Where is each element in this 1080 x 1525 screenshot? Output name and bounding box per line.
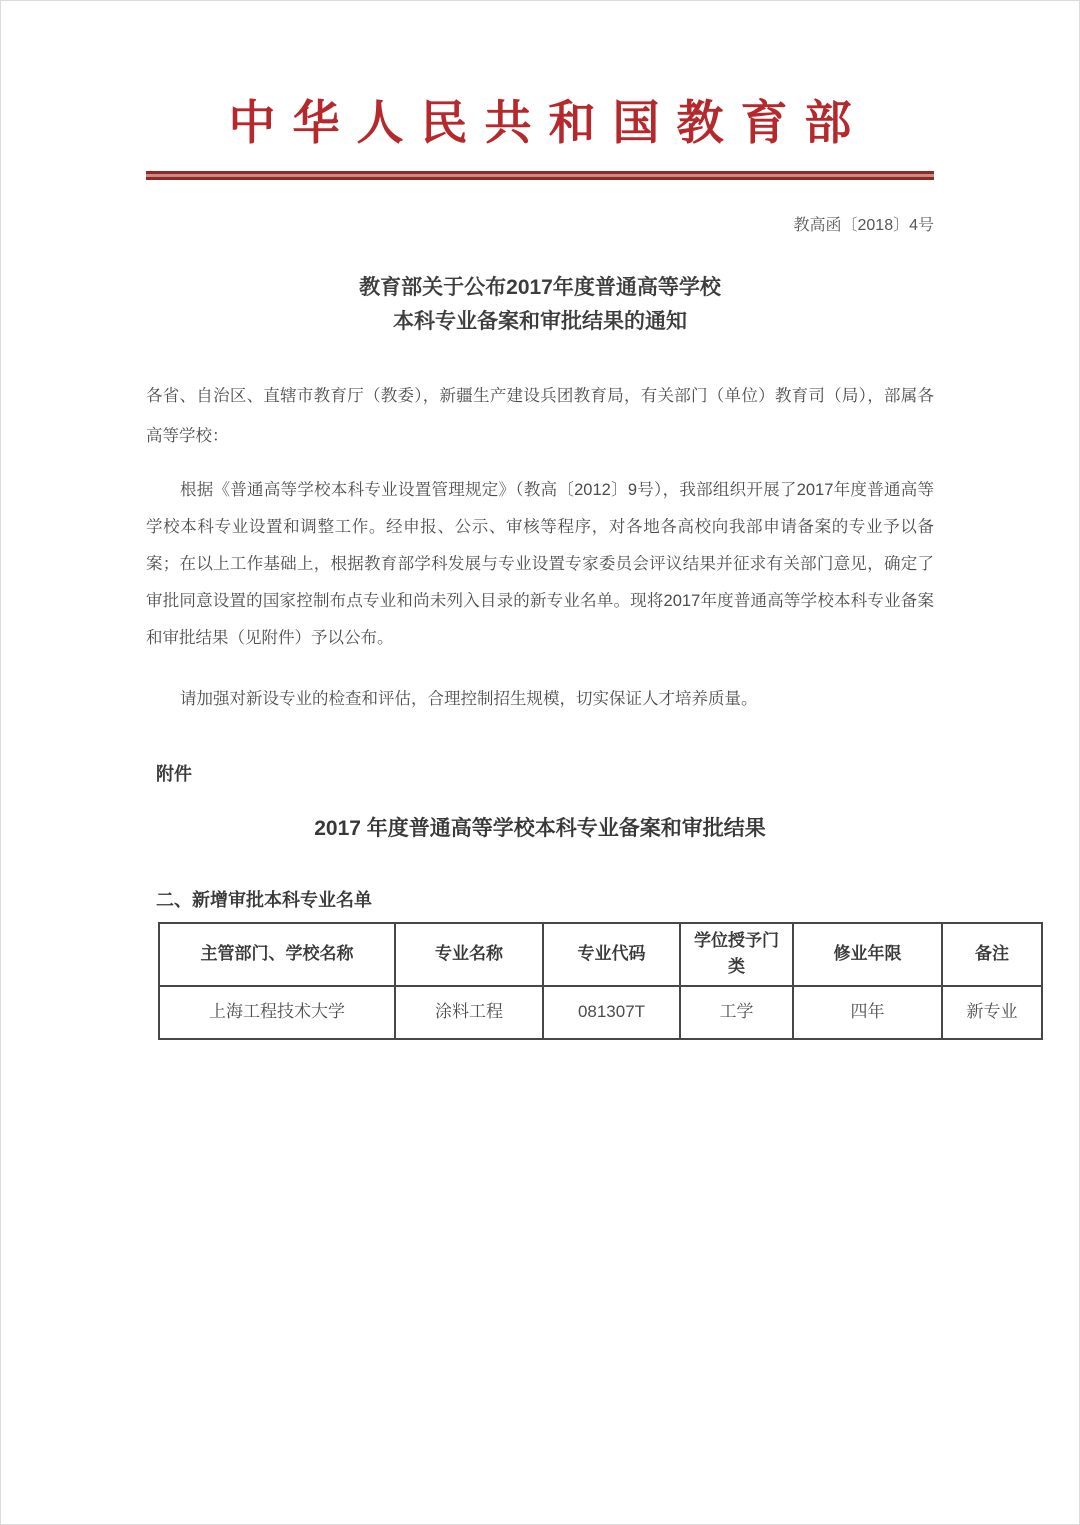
letterhead-agency-name: 中华人民共和国教育部 [228, 98, 869, 150]
cell-remarks: 新专业 [942, 986, 1042, 1039]
column-header-major-name: 专业名称 [395, 923, 543, 986]
cell-major-name: 涂料工程 [395, 986, 543, 1039]
attachment-label: 附件 [156, 763, 192, 784]
table-header [159, 923, 1042, 986]
cell-degree-category: 工学 [680, 986, 793, 1039]
page-content [1, 99, 1079, 1040]
letterhead-divider [146, 171, 934, 180]
body-paragraph: 根据《普通高等学校本科专业设置管理规定》（教高〔2012〕9号），我部组织开展了2017年度普通高等学校本科专业设置和调整工作。经申报、公示、审核等程序，对各地各高校向我部申请备案的专业予以备案；在以上工作基础上，根据教育部学科发展与专业设置专家委员会评议结果并征求有关部门意见，确定了审批同意设置的国家控制布点专业和尚未列入目录的新专业名单。现将2017年度普通高等学校本科专业备案和审批结果（见附件）予以公布。 [146, 480, 934, 647]
cell-school-name: 上海工程技术大学 [159, 986, 395, 1039]
closing-paragraph: 请加强对新设专业的检查和评估，合理控制招生规模，切实保证人才培养质量。 [180, 689, 758, 708]
table-body [159, 986, 1042, 1039]
column-header-degree-category: 学位授予门类 [680, 923, 793, 986]
cell-study-duration: 四年 [793, 986, 942, 1039]
column-header-study-duration: 修业年限 [793, 923, 942, 986]
notice-title-line-2: 本科专业备案和审批结果的通知 [393, 310, 687, 334]
document-number: 教高函〔2018〕4号 [793, 216, 934, 234]
column-header-remarks: 备注 [942, 923, 1042, 986]
attachment-title: 2017 年度普通高等学校本科专业备案和审批结果 [314, 816, 766, 840]
section-heading-new-approved-majors: 二、新增审批本科专业名单 [156, 889, 372, 910]
notice-title [146, 271, 934, 340]
approval-results-table [158, 922, 1043, 1040]
column-header-major-code: 专业代码 [543, 923, 680, 986]
column-header-department-school: 主管部门、学校名称 [159, 923, 395, 986]
table-row [159, 986, 1042, 1039]
cell-major-code: 081307T [543, 986, 680, 1039]
addressee-paragraph: 各省、自治区、直辖市教育厅（教委），新疆生产建设兵团教育局，有关部门（单位）教育司（局），部属各高等学校： [146, 386, 934, 445]
table-header-row [159, 923, 1042, 986]
notice-title-line-1: 教育部关于公布2017年度普通高等学校 [359, 275, 721, 299]
